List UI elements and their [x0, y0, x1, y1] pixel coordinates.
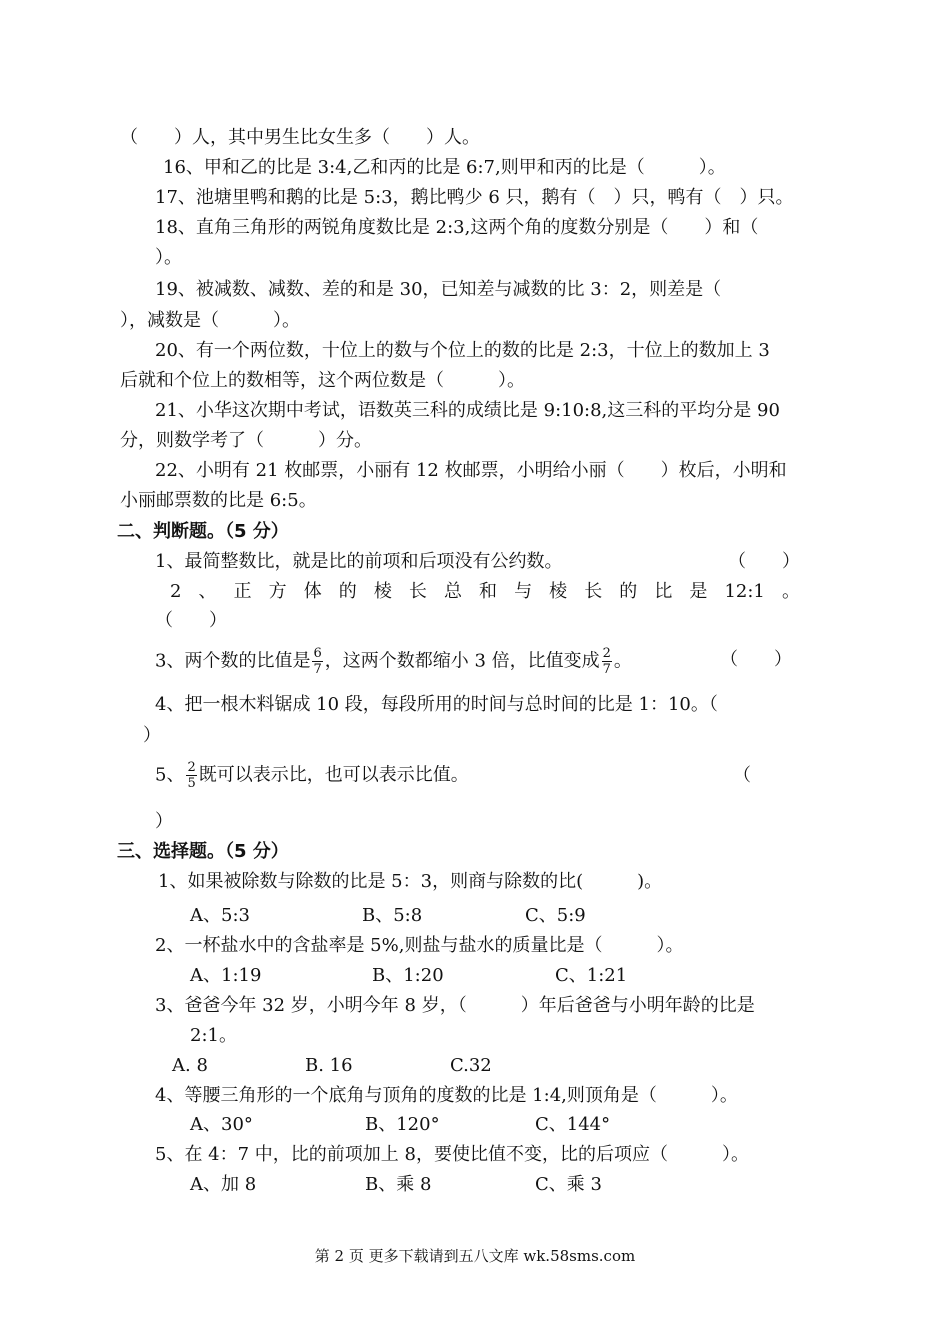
fraction-denominator: 5 — [187, 776, 196, 791]
q18-line2: ）。 — [155, 247, 182, 268]
choice-q4-option-b: B、120° — [365, 1114, 440, 1135]
judge-q2-char: 与 — [514, 581, 533, 602]
judge-q5-open-paren: （ — [733, 765, 751, 786]
judge-q3-text: ，这两个数都缩小 3 倍，比值变成 — [324, 650, 600, 672]
judge-q5-text: 既可以表示比，也可以表示比值。 — [198, 764, 469, 786]
judge-q2-char: 体 — [303, 581, 322, 602]
q22-line1: 22、小明有 21 枚邮票，小丽有 12 枚邮票，小明给小丽（ ）枚后，小明和 — [155, 460, 787, 481]
judge-q2-char: 比 — [654, 581, 673, 602]
page-footer: 第 2 页 更多下载请到五八文库 wk.58sms.com — [314, 1247, 636, 1265]
judge-q3-answer-paren: （ ） — [720, 649, 792, 670]
judge-q5 — [155, 760, 469, 791]
choice-q5: 5、在 4：7 中，比的前项加上 8，要使比值不变，比的后项应（ ）。 — [155, 1144, 749, 1165]
fraction-two-sevenths — [602, 646, 612, 677]
q20-line2: 后就和个位上的数相等，这个两位数是（ ）。 — [120, 370, 525, 391]
judge-q2-char: 2 — [170, 581, 182, 602]
choice-q3-option-a: A. 8 — [172, 1055, 208, 1076]
fraction-numerator: 6 — [313, 646, 322, 661]
choice-q4-option-a: A、30° — [190, 1114, 253, 1135]
fraction-six-sevenths — [312, 646, 322, 677]
judge-q3-text: 3、两个数的比值是 — [155, 650, 311, 672]
judge-q5-close-paren: ） — [155, 811, 173, 832]
choice-q3-option-c: C.32 — [450, 1055, 492, 1076]
choice-q5-option-c: C、乘 3 — [535, 1174, 602, 1195]
q20-line1: 20、有一个两位数，十位上的数与个位上的数的比是 2:3，十位上的数加上 3 — [155, 340, 770, 361]
judge-q1: 1、最简整数比，就是比的前项和后项没有公约数。 — [155, 551, 563, 572]
judge-q2-char: 和 — [479, 581, 498, 602]
q17: 17、池塘里鸭和鹅的比是 5:3，鹅比鸭少 6 只，鹅有（ ）只，鸭有（ ）只。 — [155, 187, 794, 208]
q16: 16、甲和乙的比是 3:4,乙和丙的比是 6:7,则甲和丙的比是（ ）。 — [163, 157, 726, 178]
judge-q3 — [155, 646, 632, 677]
choice-q3-line2: 2:1。 — [190, 1025, 237, 1046]
q21-line2: 分，则数学考了（ ）分。 — [120, 430, 372, 451]
judge-q3-text: 。 — [613, 650, 632, 672]
choice-q1-option-c: C、5:9 — [525, 905, 586, 926]
q19-line2: ），减数是（ ）。 — [120, 310, 300, 331]
judge-q2-char: 长 — [584, 581, 603, 602]
judge-q2-char: 总 — [443, 581, 462, 602]
choice-q3-option-b: B. 16 — [305, 1055, 353, 1076]
choice-q5-option-b: B、乘 8 — [365, 1174, 432, 1195]
choice-q4-option-c: C、144° — [535, 1114, 611, 1135]
judge-q2-char: 的 — [619, 581, 638, 602]
choice-q2-option-a: A、1:19 — [190, 965, 262, 986]
choice-q2-option-b: B、1:20 — [372, 965, 444, 986]
judge-q4-close-paren: ） — [143, 725, 161, 746]
q19-line1: 19、被减数、减数、差的和是 30，已知差与减数的比 3：2，则差是（ — [155, 279, 722, 300]
choice-q3-line1: 3、爸爸今年 32 岁，小明今年 8 岁，（ ）年后爸爸与小明年龄的比是 — [155, 995, 755, 1016]
q21-line1: 21、小华这次期中考试，语数英三科的成绩比是 9:10:8,这三科的平均分是 90 — [155, 400, 780, 421]
choice-q4: 4、等腰三角形的一个底角与顶角的度数的比是 1:4,则顶角是（ ）。 — [155, 1085, 738, 1106]
judge-q2-char: 。 — [781, 581, 800, 602]
q18-line1: 18、直角三角形的两锐角度数比是 2:3,这两个角的度数分别是（ ）和（ — [155, 217, 759, 238]
section-choice-heading: 三、选择题。（5 分） — [117, 841, 289, 862]
choice-q1: 1、如果被除数与除数的比是 5：3，则商与除数的比( )。 — [158, 871, 663, 892]
judge-q2-char: 正 — [233, 581, 252, 602]
q22-line2: 小丽邮票数的比是 6:5。 — [120, 490, 317, 511]
judge-q1-answer-paren: （ ） — [728, 551, 800, 572]
judge-q2 — [170, 580, 800, 604]
section-judgement-heading: 二、判断题。（5 分） — [117, 521, 289, 542]
judge-q2-char: 的 — [338, 581, 357, 602]
q15-continuation: （ ）人，其中男生比女生多（ ）人。 — [120, 127, 480, 148]
fraction-two-fifths — [186, 760, 196, 791]
judge-q2-char: 棱 — [373, 581, 392, 602]
judge-q2-char: 12:1 — [724, 581, 765, 602]
judge-q2-answer-paren: （ ） — [155, 610, 227, 631]
choice-q5-option-a: A、加 8 — [190, 1174, 257, 1195]
fraction-denominator: 7 — [313, 662, 322, 677]
choice-q2: 2、一杯盐水中的含盐率是 5%,则盐与盐水的质量比是（ ）。 — [155, 935, 684, 956]
judge-q4: 4、把一根木料锯成 10 段，每段所用的时间与总时间的比是 1：10。（ — [155, 694, 718, 715]
choice-q1-option-b: B、5:8 — [362, 905, 423, 926]
choice-q1-option-a: A、5:3 — [190, 905, 250, 926]
judge-q2-char: 棱 — [549, 581, 568, 602]
fraction-numerator: 2 — [602, 646, 611, 661]
judge-q2-char: 是 — [689, 581, 708, 602]
choice-q2-option-c: C、1:21 — [555, 965, 628, 986]
judge-q2-char: 长 — [408, 581, 427, 602]
fraction-denominator: 7 — [602, 662, 611, 677]
judge-q2-char: 、 — [198, 581, 217, 602]
fraction-numerator: 2 — [187, 760, 196, 775]
judge-q2-char: 方 — [268, 581, 287, 602]
judge-q5-text: 5、 — [155, 764, 185, 786]
